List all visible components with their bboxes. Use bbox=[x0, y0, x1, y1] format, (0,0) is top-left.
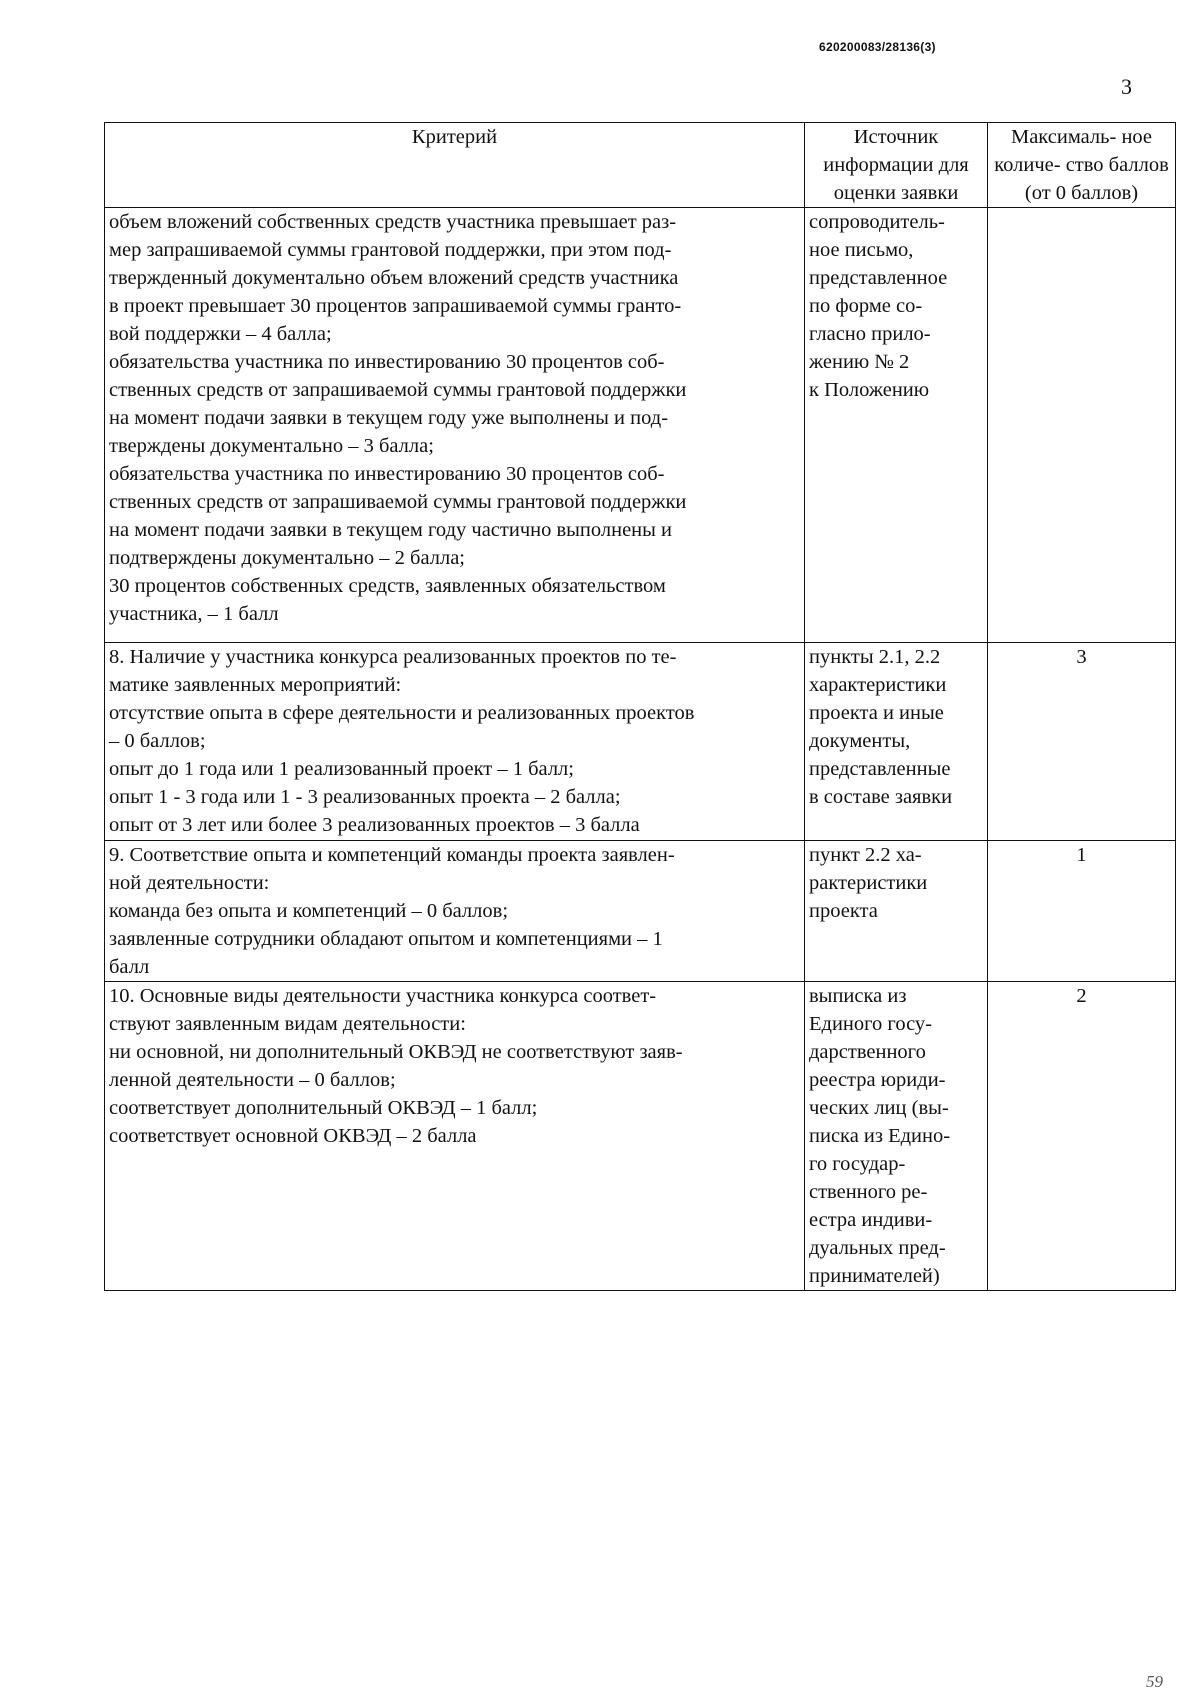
handwritten-page-mark: 59 bbox=[1146, 1672, 1163, 1691]
source-cell: пункт 2.2 ха- рактеристики проекта bbox=[805, 841, 988, 982]
criteria-table bbox=[104, 122, 1176, 1291]
source-cell: сопроводитель- ное письмо, представленное по форме со- гласно прило- жению № 2 к Положению bbox=[805, 208, 988, 643]
column-header-criterion: Критерий bbox=[105, 123, 805, 208]
table-header-row bbox=[105, 123, 1176, 208]
criterion-cell: 10. Основные виды деятельности участника конкурса соответ- ствуют заявленным видам деятельности: ни основной, ни дополнительный ОКВЭД не соответствуют заяв- ленной деятельности – 0 баллов; соответствует дополнительный ОКВЭД – 1 балл; соответствует основной ОКВЭД – 2 балла bbox=[105, 982, 805, 1291]
table-row bbox=[105, 643, 1176, 841]
score-cell: 3 bbox=[988, 643, 1176, 841]
table-row bbox=[105, 982, 1176, 1291]
page-number: 3 bbox=[1121, 74, 1132, 99]
document-id: 620200083/28136(3) bbox=[819, 40, 936, 54]
criterion-cell: объем вложений собственных средств участника превышает раз- мер запрашиваемой суммы грантовой поддержки, при этом под- твержденный документально объем вложений средств участника в проект превышает 30 процентов запрашиваемой суммы гранто- вой поддержки – 4 балла; обязательства участника по инвестированию 30 процентов соб- ственных средств от запрашиваемой суммы грантовой поддержки на момент подачи заявки в текущем году уже выполнены и под- тверждены документально – 3 балла; обязательства участника по инвестированию 30 процентов соб- ственных средств от запрашиваемой суммы грантовой поддержки на момент подачи заявки в текущем году частично выполнены и подтверждены документально – 2 балла; 30 процентов собственных средств, заявленных обязательством участника, – 1 балл bbox=[105, 208, 805, 643]
source-cell: пункты 2.1, 2.2 характеристики проекта и иные документы, представленные в составе заявки bbox=[805, 643, 988, 841]
column-header-source: Источник информации для оценки заявки bbox=[805, 123, 988, 208]
column-header-max-score: Максималь- ное количе- ство баллов (от 0 баллов) bbox=[988, 123, 1176, 208]
score-cell bbox=[988, 208, 1176, 643]
criterion-cell: 9. Соответствие опыта и компетенций команды проекта заявлен- ной деятельности: команда без опыта и компетенций – 0 баллов; заявленные сотрудники обладают опытом и компетенциями – 1 балл bbox=[105, 841, 805, 982]
score-cell: 2 bbox=[988, 982, 1176, 1291]
table-row bbox=[105, 841, 1176, 982]
score-cell: 1 bbox=[988, 841, 1176, 982]
source-cell: выписка из Единого госу- дарственного реестра юриди- ческих лиц (вы- писка из Едино- го государ- ственного ре- естра индиви- дуальных пред- принимателей) bbox=[805, 982, 988, 1291]
table-row bbox=[105, 208, 1176, 643]
criterion-cell: 8. Наличие у участника конкурса реализованных проектов по те- матике заявленных мероприятий: отсутствие опыта в сфере деятельности и реализованных проектов – 0 баллов; опыт до 1 года или 1 реализованный проект – 1 балл; опыт 1 - 3 года или 1 - 3 реализованных проекта – 2 балла; опыт от 3 лет или более 3 реализованных проектов – 3 балла bbox=[105, 643, 805, 841]
